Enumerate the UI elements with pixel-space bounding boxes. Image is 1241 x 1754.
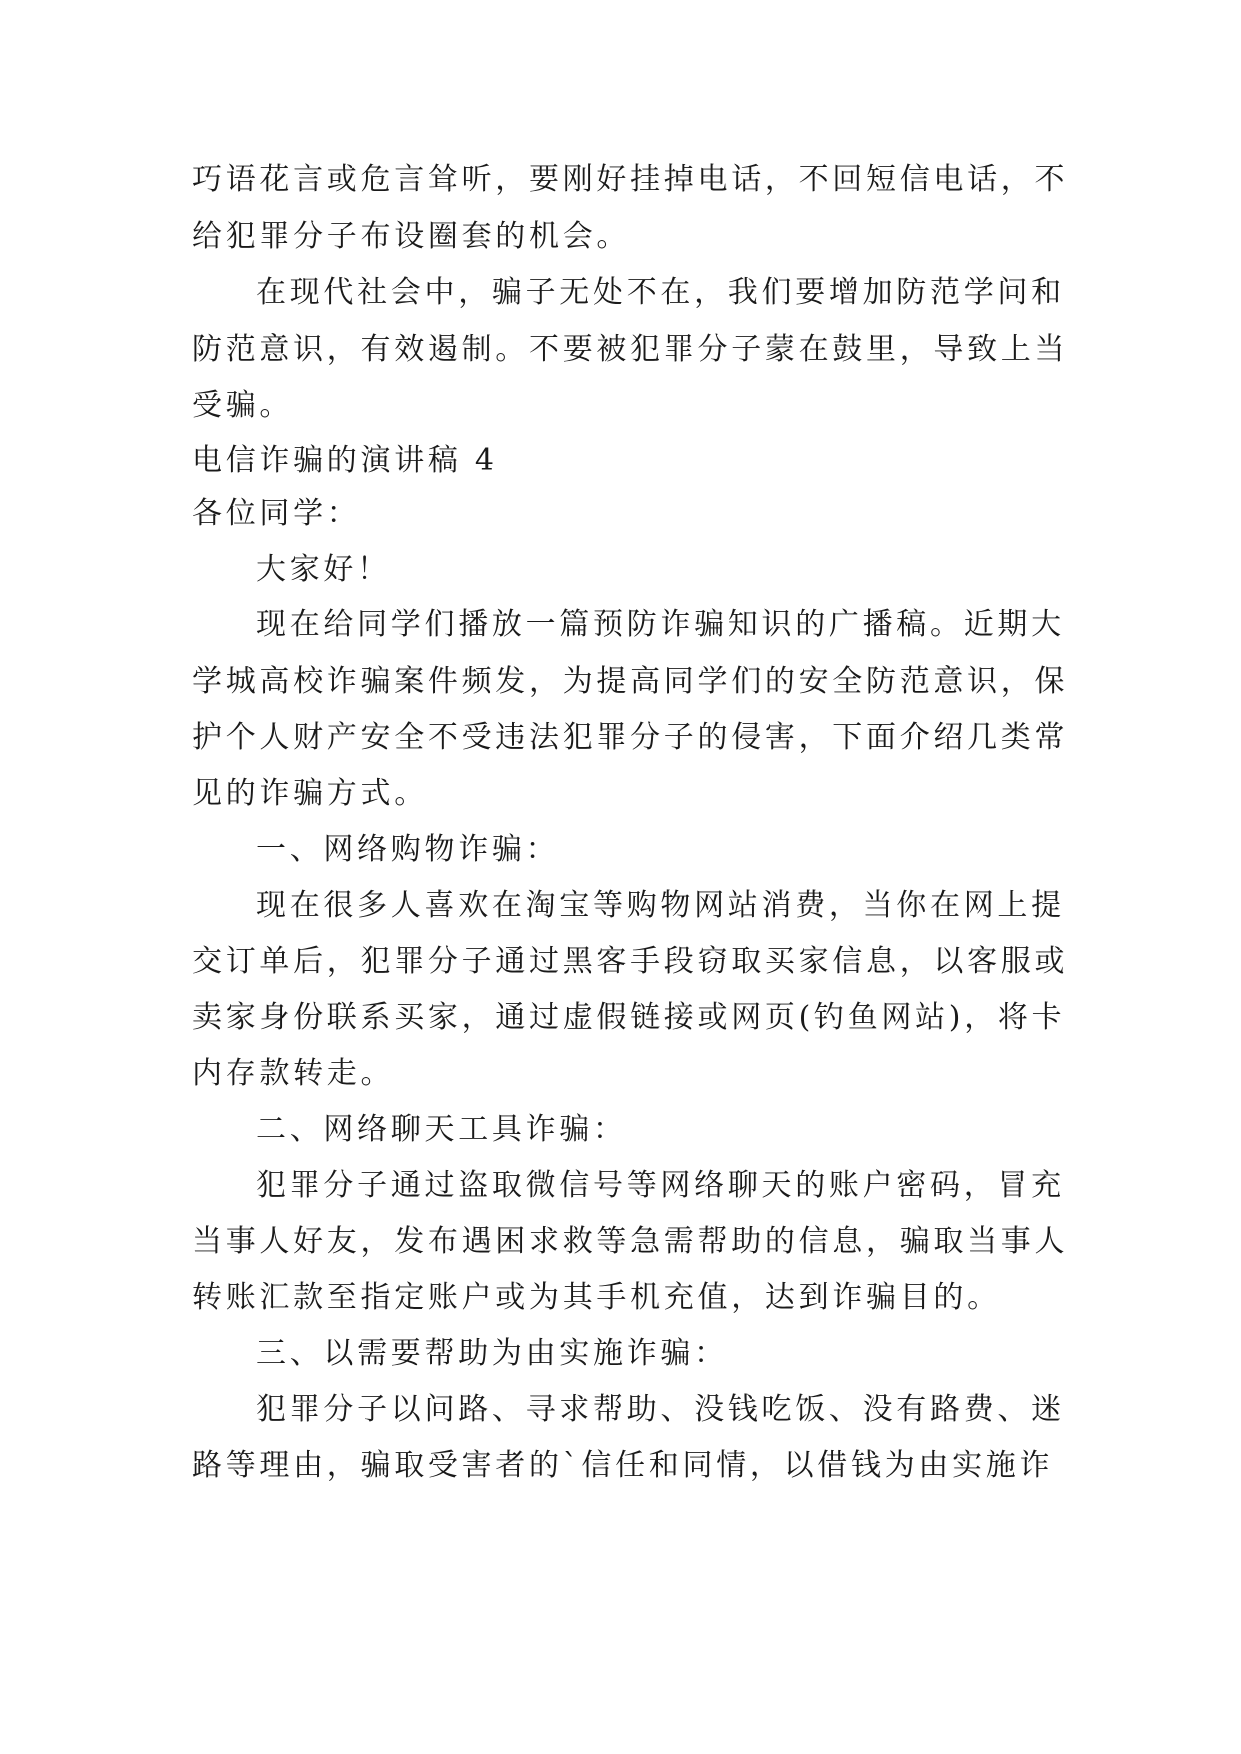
paragraph-first-line: 现在很多人喜欢在淘宝等购物网站消费，当你在网上提 [256,888,1065,923]
text-line: 当事人好友，发布遇困求救等急需帮助的信息，骗取当事人 [192,1224,1069,1259]
subheading: 一、网络购物诈骗： [256,832,560,867]
text-line: 护个人财产安全不受违法犯罪分子的侵害，下面介绍几类常 [192,720,1069,755]
text-line: 转账汇款至指定账户或为其手机充值，达到诈骗目的。 [192,1280,1001,1315]
text-line: 路等理由，骗取受害者的`信任和同情，以借钱为由实施诈 [192,1448,1054,1483]
salutation: 各位同学： [192,496,361,531]
subheading: 二、网络聊天工具诈骗： [256,1112,627,1147]
text-line: 受骗。 [192,388,294,423]
text-line: 交订单后，犯罪分子通过黑客手段窃取买家信息，以客服或 [192,944,1069,979]
text-line: 学城高校诈骗案件频发，为提高同学们的安全防范意识，保 [192,664,1069,699]
paragraph-first-line: 在现代社会中，骗子无处不在，我们要增加防范学问和 [256,275,1065,310]
paragraph-first-line: 现在给同学们播放一篇预防诈骗知识的广播稿。近期大 [256,607,1065,642]
text-line: 内存款转走。 [192,1056,395,1091]
text-line: 给犯罪分子布设圈套的机会。 [192,219,631,254]
text-line: 防范意识，有效遏制。不要被犯罪分子蒙在鼓里，导致上当 [192,332,1069,367]
text-line: 卖家身份联系买家，通过虚假链接或网页(钓鱼网站)，将卡 [192,1000,1066,1035]
paragraph-first-line: 犯罪分子以问路、寻求帮助、没钱吃饭、没有路费、迷 [256,1392,1065,1427]
paragraph-first-line: 犯罪分子通过盗取微信号等网络聊天的账户密码，冒充 [256,1168,1065,1203]
subheading: 三、以需要帮助为由实施诈骗： [256,1336,728,1371]
text-line: 巧语花言或危言耸听，要刚好挂掉电话，不回短信电话，不 [192,162,1069,197]
text-line: 见的诈骗方式。 [192,776,428,811]
section-title: 电信诈骗的演讲稿 4 [192,443,498,478]
greeting: 大家好！ [256,552,391,587]
